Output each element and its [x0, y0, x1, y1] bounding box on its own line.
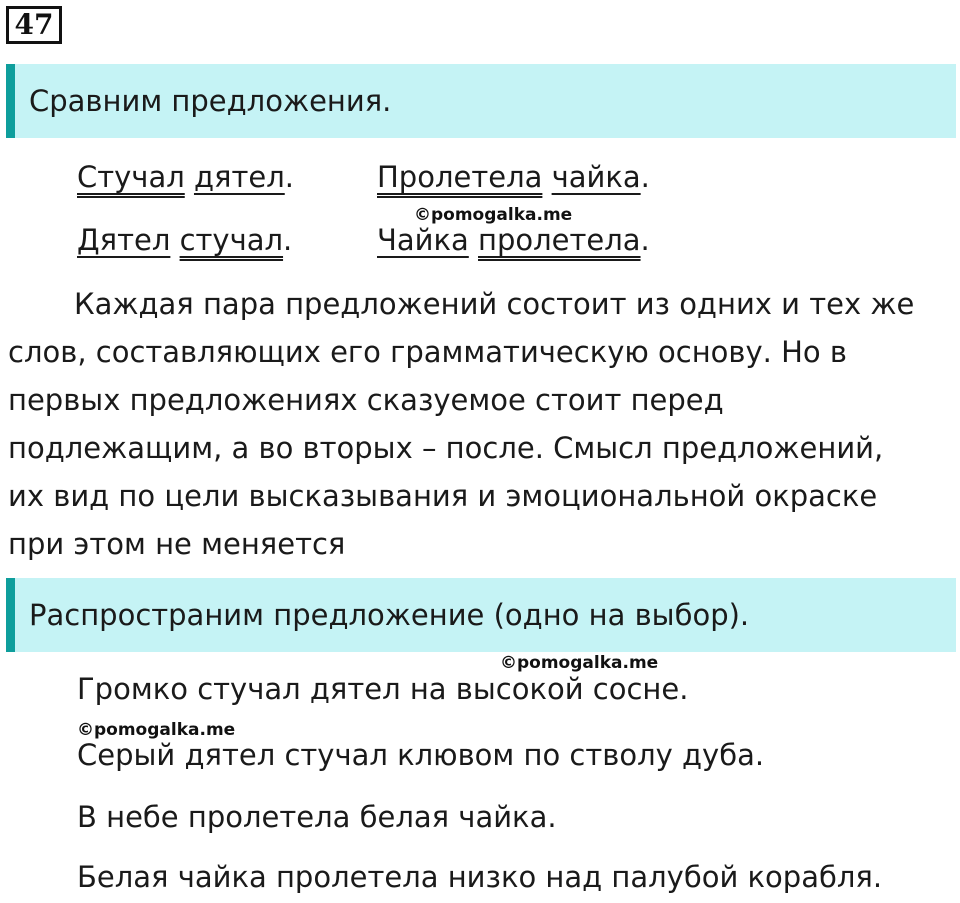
paragraph-line: слов, составляющих его грамматическую основу. Но в: [8, 335, 847, 369]
explanation-paragraph: [8, 280, 915, 568]
example-sentence: Громко стучал дятел на высокой сосне.: [77, 672, 689, 706]
predicate-word: Стучал: [77, 160, 185, 194]
sentence-end: .: [283, 223, 293, 257]
sentence-row1-right: [377, 160, 650, 194]
predicate-word: Пролетела: [377, 160, 543, 194]
paragraph-line: их вид по цели высказывания и эмоциональной окраске: [8, 479, 878, 513]
section-heading-text: Сравним предложения.: [29, 84, 392, 118]
example-sentence: Белая чайка пролетела низко над палубой корабля.: [77, 860, 883, 894]
exercise-number: 47: [6, 6, 62, 44]
subject-word: чайка: [551, 160, 641, 194]
sentence-end: .: [640, 223, 650, 257]
paragraph-line: при этом не меняется: [8, 527, 346, 561]
subject-word: Дятел: [77, 223, 171, 257]
predicate-word: пролетела: [478, 223, 641, 257]
paragraph-line: первых предложениях сказуемое стоит перед: [8, 383, 724, 417]
paragraph-line: подлежащим, а во вторых – после. Смысл предложений,: [8, 431, 884, 465]
section-heading-compare: [6, 64, 956, 138]
sentence-row1-left: [77, 160, 294, 194]
watermark: ©pomogalka.me: [414, 205, 573, 225]
example-sentence: Серый дятел стучал клювом по стволу дуба.: [77, 738, 765, 772]
watermark: ©pomogalka.me: [500, 653, 659, 673]
section-heading-extend: [6, 578, 956, 652]
sentence-end: .: [640, 160, 650, 194]
subject-word: дятел: [193, 160, 285, 194]
sentence-row2-left: [77, 223, 292, 257]
watermark: ©pomogalka.me: [77, 720, 236, 740]
sentence-end: .: [284, 160, 294, 194]
section-heading-text: Распространим предложение (одно на выбор).: [29, 598, 750, 632]
paragraph-line: Каждая пара предложений состоит из одних и тех же: [74, 287, 915, 321]
sentence-row2-right: [377, 223, 650, 257]
subject-word: Чайка: [377, 223, 469, 257]
example-sentence: В небе пролетела белая чайка.: [77, 800, 557, 834]
predicate-word: стучал: [179, 223, 284, 257]
